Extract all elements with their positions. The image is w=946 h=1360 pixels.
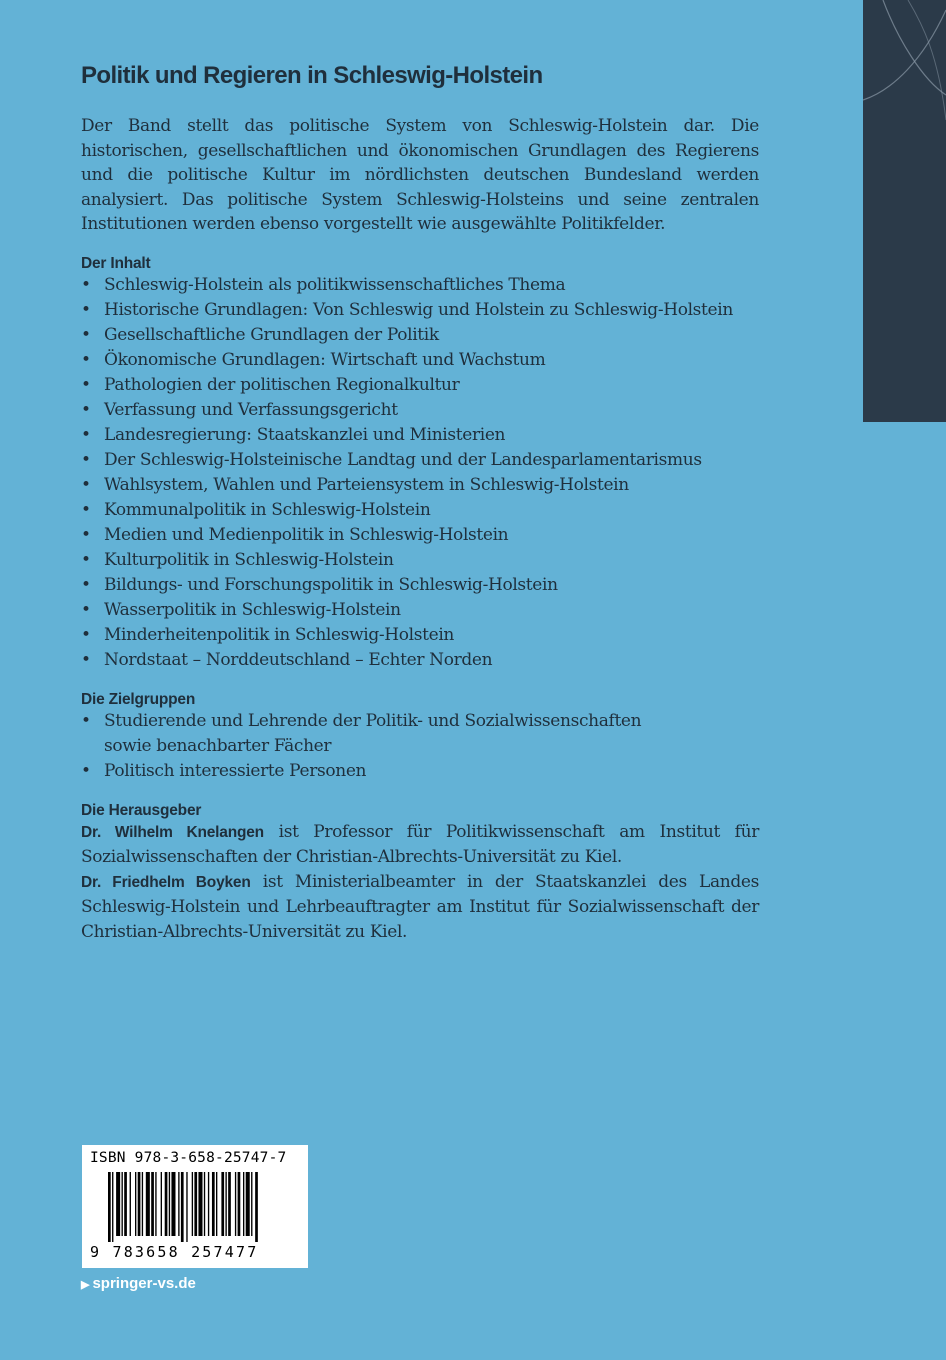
section-heading-inhalt: Der Inhalt — [81, 254, 151, 272]
list-item: • Medien und Medienpolitik in Schleswig-Holstein — [81, 524, 509, 545]
editor-bio-knelangen: Dr. Wilhelm Knelangen ist Professor für Politikwissenschaft am Institut für Sozialwissenschaften der Christian-Albrechts-Universität zu Kiel. — [81, 821, 759, 867]
list-item: • Kulturpolitik in Schleswig-Holstein — [81, 549, 394, 570]
list-item: • Historische Grundlagen: Von Schleswig und Holstein zu Schleswig-Holstein — [81, 299, 733, 320]
list-item: • Ökonomische Grundlagen: Wirtschaft und Wachstum — [81, 349, 546, 370]
list-item: • Bildungs- und Forschungspolitik in Schleswig-Holstein — [81, 574, 558, 595]
list-item: • Nordstaat – Norddeutschland – Echter Norden — [81, 649, 493, 670]
list-item: • Kommunalpolitik in Schleswig-Holstein — [81, 499, 431, 520]
list-item: • Pathologien der politischen Regionalkultur — [81, 374, 460, 395]
list-item: • Schleswig-Holstein als politikwissenschaftliches Thema — [81, 274, 566, 295]
barcode-digits: 9 783658 257477 — [90, 1243, 259, 1261]
isbn-barcode — [82, 1145, 308, 1268]
section-heading-herausgeber: Die Herausgeber — [81, 801, 202, 819]
intro-paragraph: Der Band stellt das politische System von Schleswig-Holstein dar. Die historischen, gesellschaftlichen und ökonomischen Grundlagen des Regierens und die politische Kultur im nördlichsten deutschen Bundesland werden analysiert. Das politische System Schleswig-Holsteins und seine zentralen Institutionen werden ebenso vorgestellt wie ausgewählte Politikfelder. — [81, 116, 759, 234]
list-item: • Studierende und Lehrende der Politik- und Sozialwissenschaften sowie benachbarter Fächer — [81, 710, 642, 756]
list-item: • Wahlsystem, Wahlen und Parteiensystem in Schleswig-Holstein — [81, 474, 629, 495]
list-item: • Politisch interessierte Personen — [81, 760, 367, 781]
list-item: • Der Schleswig-Holsteinische Landtag und der Landesparlamentarismus — [81, 449, 702, 470]
list-item: • Minderheitenpolitik in Schleswig-Holstein — [81, 624, 455, 645]
contents-list — [81, 273, 759, 673]
publisher-website[interactable]: ▶ springer-vs.de — [81, 1275, 196, 1292]
editor-name: Dr. Wilhelm Knelangen — [81, 823, 264, 841]
list-item: • Verfassung und Verfassungsgericht — [81, 399, 398, 420]
isbn-label: ISBN 978-3-658-25747-7 — [90, 1150, 287, 1166]
list-item: • Gesellschaftliche Grundlagen der Politik — [81, 324, 439, 345]
list-item: • Wasserpolitik in Schleswig-Holstein — [81, 599, 401, 620]
editor-bio-boyken: Dr. Friedhelm Boyken ist Ministerialbeamter in der Staatskanzlei des Landes Schleswig-Holstein und Lehrbeauftragter am Institut für Sozialwissenschaft der Christian-Albrechts-Universität zu Kiel. — [81, 871, 759, 942]
list-item: • Landesregierung: Staatskanzlei und Ministerien — [81, 424, 506, 445]
target-groups-list — [81, 709, 759, 784]
editor-name: Dr. Friedhelm Boyken — [81, 873, 251, 891]
back-cover-content — [81, 62, 759, 944]
book-title: Politik und Regieren in Schleswig-Holstein — [81, 62, 543, 89]
arrow-right-icon: ▶ — [81, 1279, 90, 1291]
barcode-icon — [108, 1172, 300, 1242]
decorative-curves-icon — [863, 0, 946, 422]
section-heading-zielgruppen: Die Zielgruppen — [81, 690, 196, 708]
corner-decoration — [863, 0, 946, 422]
